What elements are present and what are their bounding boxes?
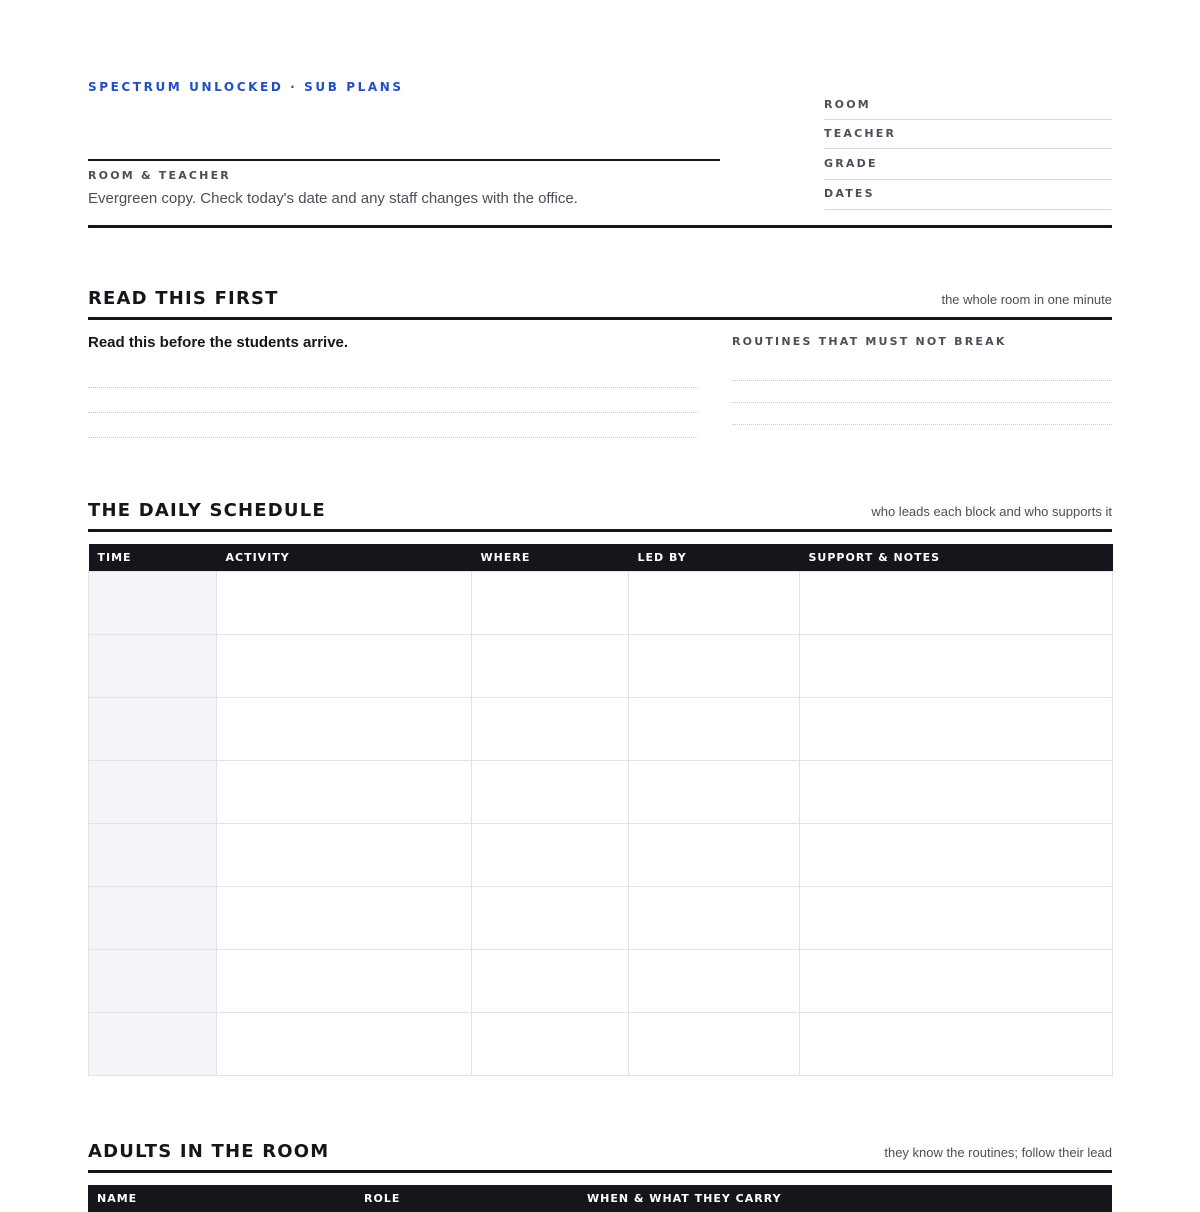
- table-row: [89, 572, 1113, 635]
- where-cell[interactable]: [472, 1013, 629, 1076]
- where-cell[interactable]: [472, 572, 629, 635]
- note-line[interactable]: [88, 412, 698, 413]
- meta-label-room: ROOM: [824, 98, 871, 111]
- room-teacher-caption: ROOM & TEACHER: [88, 169, 231, 182]
- read-first-lead: Read this before the students arrive.: [88, 334, 349, 351]
- notes-cell[interactable]: [800, 824, 1113, 887]
- time-cell[interactable]: [89, 950, 217, 1013]
- schedule-header-row: [89, 544, 1113, 572]
- header-divider: [88, 225, 1112, 228]
- section-rule-schedule: [88, 529, 1112, 532]
- routine-line[interactable]: [732, 424, 1112, 425]
- meta-label-teacher: TEACHER: [824, 127, 897, 140]
- meta-field-teacher[interactable]: [824, 127, 1112, 149]
- column-header-led-by: LED BY: [629, 544, 800, 572]
- column-header-support-notes: SUPPORT & NOTES: [800, 544, 1113, 572]
- section-title-adults: ADULTS IN THE ROOM: [88, 1141, 330, 1162]
- time-cell[interactable]: [89, 635, 217, 698]
- meta-label-grade: GRADE: [824, 157, 878, 170]
- notes-cell[interactable]: [800, 887, 1113, 950]
- adults-table: [88, 1185, 1112, 1212]
- meta-field-room[interactable]: [824, 98, 1112, 120]
- activity-cell[interactable]: [217, 761, 472, 824]
- time-cell[interactable]: [89, 761, 217, 824]
- note-line[interactable]: [88, 387, 698, 388]
- activity-cell[interactable]: [217, 635, 472, 698]
- where-cell[interactable]: [472, 761, 629, 824]
- table-row: [89, 1013, 1113, 1076]
- led-by-cell[interactable]: [629, 698, 800, 761]
- activity-cell[interactable]: [217, 824, 472, 887]
- section-title-schedule: THE DAILY SCHEDULE: [88, 500, 326, 521]
- meta-field-grade[interactable]: [824, 157, 1112, 180]
- led-by-cell[interactable]: [629, 572, 800, 635]
- column-header-activity: ACTIVITY: [217, 544, 472, 572]
- section-note-adults: they know the routines; follow their lead: [884, 1145, 1112, 1160]
- note-line[interactable]: [88, 437, 698, 438]
- led-by-cell[interactable]: [629, 950, 800, 1013]
- notes-cell[interactable]: [800, 698, 1113, 761]
- led-by-cell[interactable]: [629, 635, 800, 698]
- where-cell[interactable]: [472, 887, 629, 950]
- section-note-schedule: who leads each block and who supports it: [871, 504, 1112, 519]
- led-by-cell[interactable]: [629, 824, 800, 887]
- where-cell[interactable]: [472, 824, 629, 887]
- notes-cell[interactable]: [800, 572, 1113, 635]
- led-by-cell[interactable]: [629, 761, 800, 824]
- column-header-role: ROLE: [355, 1185, 578, 1212]
- title-write-line[interactable]: [88, 159, 720, 161]
- activity-cell[interactable]: [217, 572, 472, 635]
- table-row: [89, 698, 1113, 761]
- routines-label: ROUTINES THAT MUST NOT BREAK: [732, 335, 1007, 348]
- column-header-name: NAME: [88, 1185, 355, 1212]
- notes-cell[interactable]: [800, 950, 1113, 1013]
- time-cell[interactable]: [89, 824, 217, 887]
- column-header-time: TIME: [89, 544, 217, 572]
- activity-cell[interactable]: [217, 887, 472, 950]
- table-row: [89, 635, 1113, 698]
- routine-line[interactable]: [732, 402, 1112, 403]
- meta-field-dates[interactable]: [824, 187, 1112, 210]
- time-cell[interactable]: [89, 572, 217, 635]
- where-cell[interactable]: [472, 635, 629, 698]
- routine-line[interactable]: [732, 380, 1112, 381]
- section-note-read-first: the whole room in one minute: [941, 292, 1112, 307]
- table-row: [89, 761, 1113, 824]
- notes-cell[interactable]: [800, 761, 1113, 824]
- time-cell[interactable]: [89, 887, 217, 950]
- section-rule-adults: [88, 1170, 1112, 1173]
- section-title-read-first: READ THIS FIRST: [88, 288, 279, 309]
- activity-cell[interactable]: [217, 1013, 472, 1076]
- page-subtitle: Evergreen copy. Check today's date and any staff changes with the office.: [88, 190, 578, 207]
- table-row: [89, 950, 1113, 1013]
- led-by-cell[interactable]: [629, 1013, 800, 1076]
- time-cell[interactable]: [89, 1013, 217, 1076]
- where-cell[interactable]: [472, 698, 629, 761]
- meta-label-dates: DATES: [824, 187, 875, 200]
- time-cell[interactable]: [89, 698, 217, 761]
- section-rule-read-first: [88, 317, 1112, 320]
- where-cell[interactable]: [472, 950, 629, 1013]
- notes-cell[interactable]: [800, 635, 1113, 698]
- adults-header-row: [88, 1185, 1112, 1212]
- led-by-cell[interactable]: [629, 887, 800, 950]
- notes-cell[interactable]: [800, 1013, 1113, 1076]
- brand-title: SPECTRUM UNLOCKED · SUB PLANS: [88, 80, 404, 94]
- schedule-table: [88, 544, 1113, 1076]
- activity-cell[interactable]: [217, 950, 472, 1013]
- column-header-when-what: WHEN & WHAT THEY CARRY: [578, 1185, 1112, 1212]
- table-row: [89, 824, 1113, 887]
- activity-cell[interactable]: [217, 698, 472, 761]
- table-row: [89, 887, 1113, 950]
- column-header-where: WHERE: [472, 544, 629, 572]
